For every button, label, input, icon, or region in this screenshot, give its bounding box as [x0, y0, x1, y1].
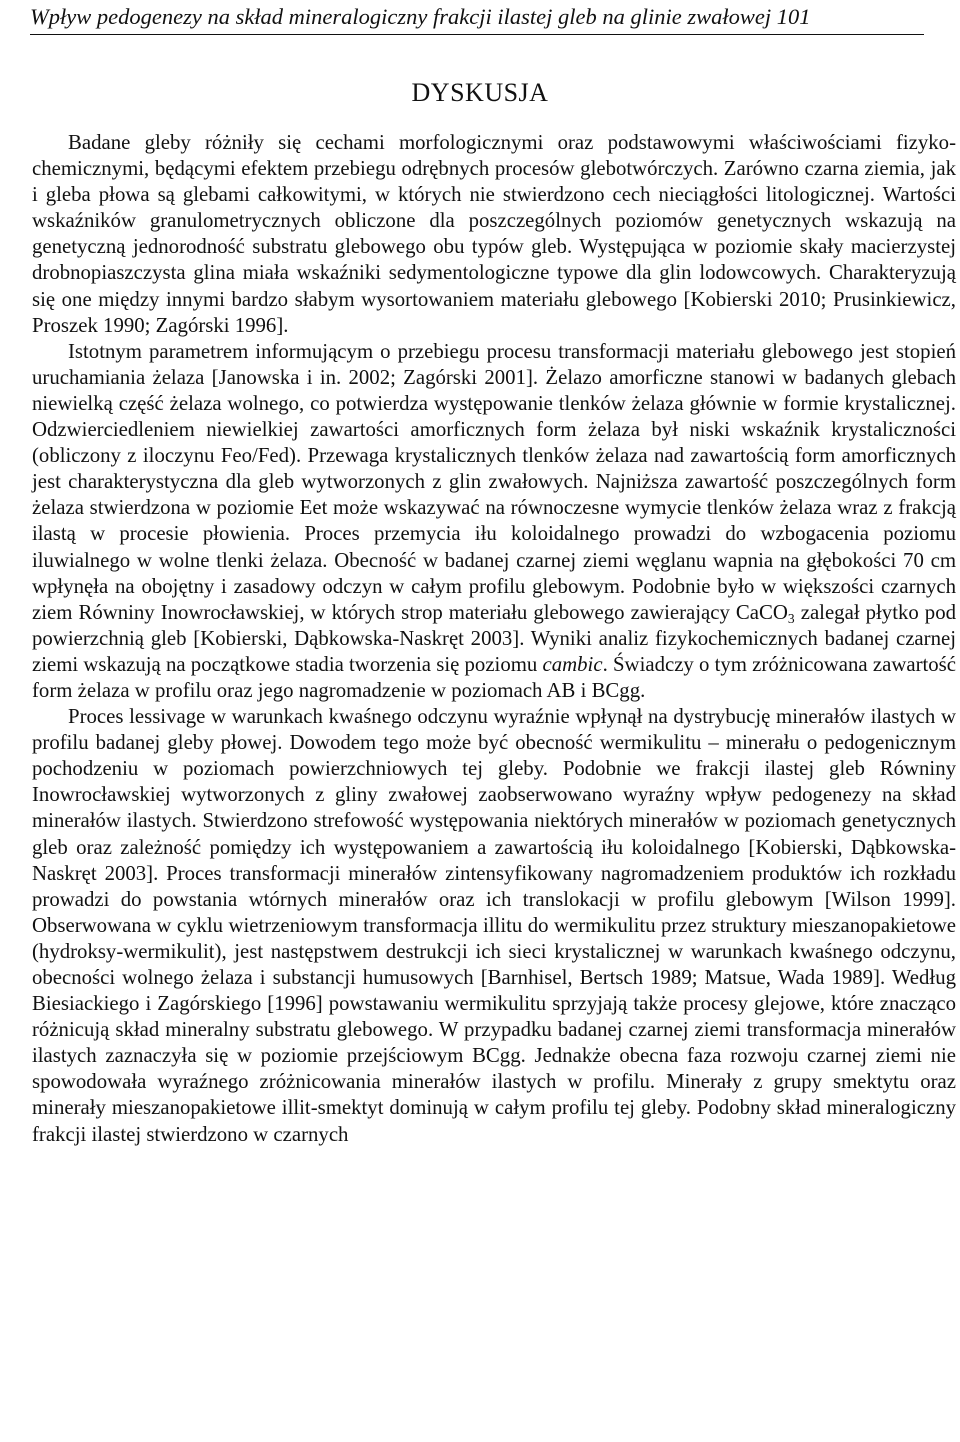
paragraph: Badane gleby różniły się cechami morfologicznymi oraz podstawowymi właściwościami fizyko-chemicznymi, będącymi efektem przebiegu odrębnych procesów glebotwórczych. Zarówno czarna ziemia, jak i gleba płowa są glebami całkowitymi, w których nie stwierdzono cech nieciągłości litologicznej. Wartości wskaźników granulometrycznych obliczone dla poszczególnych poziomów genetycznych wskazują na genetyczną jednorodność substratu glebowego obu typów gleb. Występująca w poziomie skały macierzystej drobnopiaszczysta glina miała wskaźniki sedymentologiczne typowe dla glin lodowcowych. Charakteryzują się one między innymi bardzo słabym wysortowaniem materiału glebowego [Kobierski 2010; Prusinkiewicz, Proszek 1990; Zagórski 1996].: [32, 131, 956, 337]
paragraph-text: zalegał płytko pod powierzchnią gleb [Kobierski, Dąbkowska-Naskręt 2003]. Wyniki analiz fizykochemicznych badanej czarnej ziemi wskazują na początkowe stadia tworzenia się poziomu: [32, 600, 956, 676]
paragraph-text: . Świadczy o tym zróżnicowana zawartość form żelaza w profilu oraz jego nagromadzenie w poziomach AB i BCgg.: [32, 652, 956, 702]
paragraph: Proces lessivage w warunkach kwaśnego odczynu wyraźnie wpłynął na dystrybucję minerałów ilastych w profilu badanej gleby płowej. Dowodem tego może być obecność wermikulitu – minerału o pedogenicznym pochodzeniu w poziomach powierzchniowych tej gleby. Podobnie we frakcji ilastej gleb Równiny Inowrocławskiej wytworzonych z gliny zwałowej zaobserwowano wyraźny wpływ pedogenezy na skład minerałów ilastych. Stwierdzono strefowość występowania niektórych minerałów w poziomach genetycznych gleb oraz zależność pomiędzy ich występowaniem a zawartością iłu koloidalnego [Kobierski, Dąbkowska-Naskręt 2003]. Proces transformacji minerałów zintensyfikowany nagromadzeniem produktów ich rozkładu prowadzi do powstania wtórnych minerałów oraz ich translokacji w profilu glebowym [Wilson 1999]. Obserwowana w cyklu wietrzeniowym transformacja illitu do wermikulitu przez struktury mieszanopakietowe (hydroksy-wermikulit), jest następstwem destrukcji ich sieci krystalicznej w warunkach kwaśnego odczynu, obecności wolnego żelaza i substancji humusowych [Barnhisel, Bertsch 1989; Matsue, Wada 1989]. Według Biesiackiego i Zagórskiego [1996] powstawaniu wermikulitu sprzyjają także procesy glejowe, które znacząco różnicują skład mineralny substratu glebowego. W przypadku badanej czarnej ziemi transformacja minerałów ilastych zaznaczyła się w poziomie przejściowym BCgg. Jednakże obecna faza rozwoju czarnej ziemi nie spowodowała wyraźnego zróżnicowania minerałów ilastych w profilu. Minerały z grupy smektytu oraz minerały mieszanopakietowe illit-smektyt dominują w całym profilu tej gleby. Podobny skład mineralogiczny frakcji ilastej stwierdzono w czarnych: [32, 705, 956, 1146]
chemical-formula: CaCO$_3$: [735, 600, 795, 626]
running-header: Wpływ pedogenezy na skład mineralogiczny frakcji ilastej gleb na glinie zwałowej 101: [30, 4, 811, 29]
paragraph: [32, 339, 956, 704]
section-title: DYSKUSJA: [411, 78, 549, 107]
italic-term: cambic: [542, 652, 603, 676]
header-rule: [30, 34, 924, 35]
paragraph-text: Istotnym parametrem informującym o przebiegu procesu transformacji materiału glebowego jest stopień uruchamiania żelaza [Janowska i in. 2002; Zagórski 2001]. Żelazo amorficzne stanowi w badanych glebach niewielką część żelaza wolnego, co potwierdza występowanie tlenków żelaza głównie w formie krystalicznej. Odzwierciedleniem niewielkiej zawartości amorficznych form żelaza był niski wskaźnik krystaliczności (obliczony z iloczynu Feo/Fed). Przewaga krystalicznych tlenków żelaza nad zawartością form amorficznych jest charakterystyczna dla gleb wytworzonych z glin zwałowych. Najniższa zawartość poszczególnych form żelaza stwierdzona w poziomie Eet może wskazywać na równoczesne wymycie tlenków żelaza wraz z frakcją ilastą w procesie płowienia. Proces przemycia iłu koloidalnego prowadzi do wzbogacenia poziomu iluwialnego w wolne tlenki żelaza. Obecność w badanej czarnej ziemi węglanu wapnia na głębokości 70 cm wpłynęła na obojętny i zasadowy odczyn w całym profilu glebowym. Podobnie było w większości czarnych ziem Równiny Inowrocławskiej, w których strop materiału glebowego zawierający: [32, 339, 956, 624]
body-text: [32, 130, 956, 1148]
